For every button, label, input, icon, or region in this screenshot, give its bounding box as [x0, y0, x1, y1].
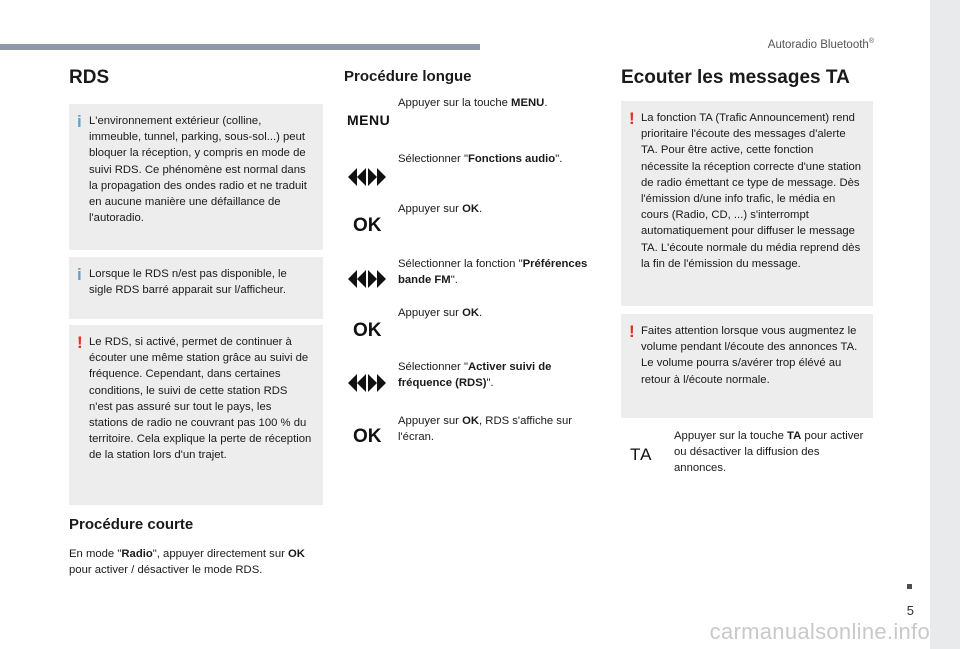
warning-note-ta-function: ! La fonction TA (Trafic Announcement) rend prioritaire l'écoute des messages d'alerte TA. Pour être active, cette fonction nécessite la réception correcte d'une station de radio émettant ce type de message. Dès l'émission d/une info trafic, le média en cours (Radio, CD, ...) s'interrompt automatiquement pour diffuser le message TA. L'écoute normale du média reprend dès la fin de l'émission du message.: [621, 101, 873, 306]
ta-step: Appuyer sur la touche TA pour activer ou désactiver la diffusion des annonces.: [674, 430, 864, 474]
ok-key-icon: OK: [353, 215, 382, 236]
header-rule: [0, 44, 480, 50]
left-right-arrows-icon: [348, 374, 386, 392]
ok-key-icon: OK: [353, 426, 382, 447]
info-note-environment: i L'environnement extérieur (colline, immeuble, tunnel, parking, sous-sol...) peut bloquer la réception, y compris en mode de suivi RDS. Ce phénomène est normal dans la propagation des ondes radio et ne traduit en aucune manière une défaillance de l'autoradio.: [69, 104, 323, 250]
left-right-arrows-icon: [348, 270, 386, 288]
continuation-marker: [907, 584, 912, 589]
side-strip: [930, 0, 960, 649]
page-number: 5: [906, 603, 914, 618]
step-3: Appuyer sur OK.: [398, 203, 483, 215]
step-4: Sélectionner la fonction "Préférences bande FM".: [398, 258, 588, 286]
info-icon: i: [77, 112, 82, 131]
warning-icon: !: [77, 333, 83, 352]
left-right-arrows-icon: [348, 168, 386, 186]
info-icon: i: [77, 265, 82, 284]
menu-key-icon: MENU: [347, 112, 391, 128]
step-2: Sélectionner "Fonctions audio".: [398, 153, 563, 165]
running-header: Autoradio Bluetooth®: [767, 38, 874, 51]
ok-key-icon: OK: [353, 320, 382, 341]
info-note-rds-unavailable: i Lorsque le RDS n/est pas disponible, le sigle RDS barré apparait sur l/afficheur.: [69, 257, 323, 319]
step-5: Appuyer sur OK.: [398, 307, 483, 319]
warning-note-ta-volume: ! Faites attention lorsque vous augmentez le volume pendant l/écoute des annonces TA. Le volume pourra s/avérer trop élévé au retour à l/écoute normale.: [621, 314, 873, 418]
step-6: Sélectionner "Activer suivi de fréquence (RDS)".: [398, 361, 552, 389]
warning-icon: !: [629, 322, 635, 341]
short-procedure-text: En mode "Radio", appuyer directement sur OK pour activer / désactiver le mode RDS.: [69, 548, 305, 576]
warning-icon: !: [629, 109, 635, 128]
section-title-long-procedure: Procédure longue: [344, 68, 472, 85]
step-1: Appuyer sur la touche MENU.: [398, 97, 548, 109]
step-7: Appuyer sur OK, RDS s'affiche sur l'écran.: [398, 415, 572, 443]
ta-key-icon: TA: [630, 445, 653, 464]
section-title-short-procedure: Procédure courte: [69, 516, 194, 533]
warning-note-rds: ! Le RDS, si activé, permet de continuer à écouter une même station grâce au suivi de fréquence. Cependant, dans certaines conditions, le suivi de cette station RDS n'est pas assuré sur tout le pays, les stations de radio ne couvrant pas 100 % du territoire. Cela explique la perte de réception de la station lors d'un trajet.: [69, 325, 323, 505]
watermark: carmanualsonline.info: [709, 619, 930, 644]
section-title-ta-messages: Ecouter les messages TA: [621, 67, 850, 88]
section-title-rds: RDS: [69, 67, 110, 88]
